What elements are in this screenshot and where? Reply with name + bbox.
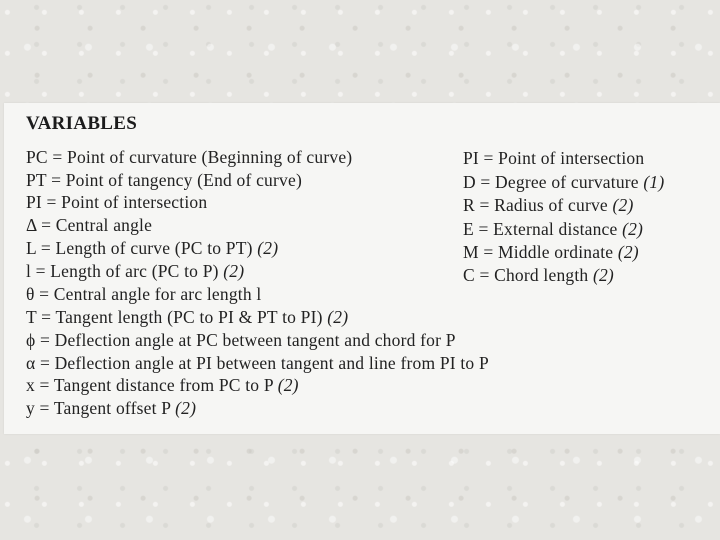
variable-text: PI = Point of intersection xyxy=(26,192,208,212)
variable-row-pc xyxy=(26,147,352,167)
variable-text: α = Deflection angle at PI between tangent and line from PI to P xyxy=(26,353,489,373)
reference-note: (2) xyxy=(617,242,639,262)
variable-text: PT = Point of tangency (End of curve) xyxy=(26,170,302,190)
variable-row-x xyxy=(26,375,299,395)
heading: VARIABLES xyxy=(26,113,138,134)
variable-row-pt xyxy=(26,170,302,190)
variable-text: C = Chord length xyxy=(463,265,589,285)
reference-note: (2) xyxy=(223,261,245,281)
reference-note: (2) xyxy=(592,265,614,285)
variable-text: PC = Point of curvature (Beginning of curve) xyxy=(26,147,353,167)
variable-row-c xyxy=(463,265,614,285)
variable-row-arc-l xyxy=(26,261,244,281)
variable-row-alpha xyxy=(26,353,489,373)
variable-row-delta xyxy=(26,215,152,235)
variable-text: T = Tangent length (PC to PI & PT to PI) xyxy=(26,307,323,327)
variable-text: D = Degree of curvature xyxy=(463,172,639,192)
variable-text: E = External distance xyxy=(463,219,618,239)
variables-sheet xyxy=(4,103,720,434)
variable-text: y = Tangent offset P xyxy=(26,398,171,418)
variable-row-l xyxy=(26,238,278,258)
reference-note: (2) xyxy=(277,375,299,395)
variable-text: PI = Point of intersection xyxy=(463,148,645,168)
variable-row-y xyxy=(26,398,196,418)
reference-note: (1) xyxy=(643,172,665,192)
variable-text: R = Radius of curve xyxy=(463,195,608,215)
reference-note: (2) xyxy=(612,195,634,215)
variable-text: l = Length of arc (PC to P) xyxy=(26,261,219,281)
reference-note: (2) xyxy=(327,307,349,327)
variable-row-theta xyxy=(26,284,261,304)
variable-row-pi-right xyxy=(463,148,644,168)
variable-row-d xyxy=(463,172,664,192)
variable-text: ϕ = Deflection angle at PC between tangent and chord for P xyxy=(26,330,456,350)
variable-row-r xyxy=(463,195,634,215)
reference-note: (2) xyxy=(257,238,279,258)
variable-row-m xyxy=(463,242,639,262)
variable-text: L = Length of curve (PC to PT) xyxy=(26,238,253,258)
variable-text: x = Tangent distance from PC to P xyxy=(26,375,274,395)
reference-note: (2) xyxy=(175,398,197,418)
variable-row-phi xyxy=(26,330,456,350)
variable-row-pi xyxy=(26,192,207,212)
reference-note: (2) xyxy=(622,219,644,239)
variable-text: θ = Central angle for arc length l xyxy=(26,284,262,304)
variable-text: M = Middle ordinate xyxy=(463,242,614,262)
variable-row-e xyxy=(463,219,643,239)
variable-text: Δ = Central angle xyxy=(26,215,153,235)
variable-row-t xyxy=(26,307,348,327)
